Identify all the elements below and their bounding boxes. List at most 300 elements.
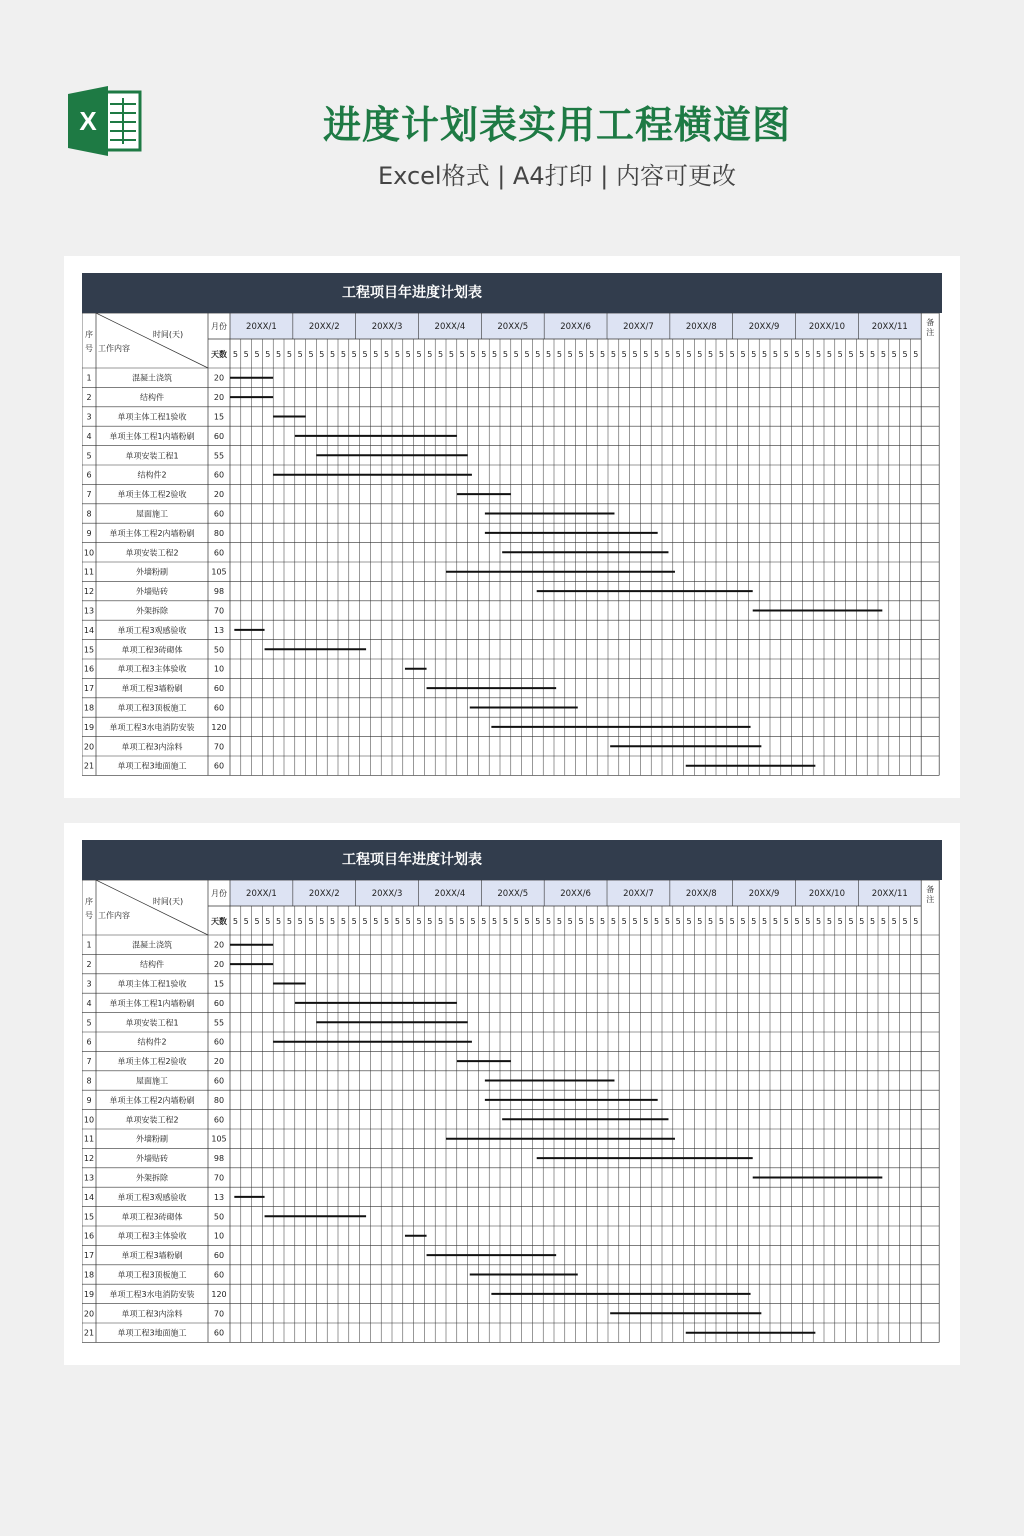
- task-name: 单项工程3主体验收: [117, 1231, 187, 1241]
- task-name: 单项主体工程2内墙粉刷: [109, 1095, 195, 1105]
- day-unit-label: 5: [686, 917, 692, 926]
- task-name: 单项工程3水电消防安装: [109, 722, 195, 732]
- task-days: 105: [211, 567, 227, 577]
- task-seq: 8: [86, 1076, 92, 1086]
- day-unit-label: 5: [438, 350, 444, 359]
- month-label: 20XX/10: [808, 322, 846, 332]
- day-unit-label: 5: [265, 917, 271, 926]
- day-unit-label: 5: [848, 350, 854, 359]
- task-seq: 9: [86, 528, 92, 538]
- task-seq: 10: [83, 548, 95, 558]
- day-unit-label: 5: [308, 917, 314, 926]
- day-unit-label: 5: [805, 917, 811, 926]
- task-seq: 20: [83, 1309, 95, 1319]
- sheet-title: 工程项目年进度计划表: [82, 840, 942, 880]
- task-seq: 3: [86, 979, 92, 989]
- task-seq: 13: [83, 606, 95, 616]
- day-unit-label: 5: [297, 917, 303, 926]
- day-unit-label: 5: [578, 917, 584, 926]
- day-unit-label: 5: [880, 917, 886, 926]
- day-unit-label: 5: [783, 350, 789, 359]
- task-days: 15: [213, 412, 225, 422]
- day-unit-label: 5: [254, 917, 260, 926]
- day-unit-label: 5: [362, 917, 368, 926]
- task-seq: 21: [83, 1328, 95, 1338]
- month-label: 20XX/8: [685, 889, 717, 899]
- task-days: 60: [213, 998, 225, 1008]
- note-header-2: 注: [926, 895, 935, 904]
- task-name: 结构件: [140, 393, 164, 403]
- task-days: 60: [213, 761, 225, 771]
- day-unit-label: 5: [783, 917, 789, 926]
- task-seq: 14: [83, 1192, 95, 1202]
- day-unit-label: 5: [394, 917, 400, 926]
- month-label: 20XX/9: [748, 889, 780, 899]
- day-unit-label: 5: [351, 917, 357, 926]
- task-name: 混凝土浇筑: [132, 373, 172, 383]
- month-label: 20XX/5: [497, 322, 529, 332]
- day-unit-label: 5: [535, 917, 541, 926]
- task-name: 外墙贴砖: [136, 1154, 168, 1164]
- gantt-grid: [82, 880, 942, 1347]
- day-unit-label: 5: [265, 350, 271, 359]
- task-name: 单项工程3观感验收: [117, 625, 187, 635]
- day-unit-label: 5: [902, 917, 908, 926]
- task-seq: 4: [86, 431, 92, 441]
- day-unit-label: 5: [556, 917, 562, 926]
- day-unit-label: 5: [697, 917, 703, 926]
- day-unit-label: 5: [567, 350, 573, 359]
- day-unit-label: 5: [448, 350, 454, 359]
- task-days: 60: [213, 1270, 225, 1280]
- seq-header-2: 号: [85, 911, 93, 920]
- day-unit-label: 5: [459, 917, 465, 926]
- gantt-grid: [82, 313, 942, 780]
- task-name: 外架拆除: [136, 606, 168, 616]
- day-unit-label: 5: [600, 350, 606, 359]
- task-days: 55: [213, 1018, 225, 1028]
- day-unit-label: 5: [524, 917, 530, 926]
- task-name: 外墙粉刷: [136, 1134, 168, 1144]
- day-unit-label: 5: [816, 350, 822, 359]
- task-seq: 12: [83, 587, 95, 597]
- day-unit-label: 5: [610, 350, 616, 359]
- task-name: 结构件2: [137, 470, 167, 480]
- task-name: 单项安装工程2: [125, 548, 179, 558]
- task-seq: 20: [83, 742, 95, 752]
- day-unit-label: 5: [330, 917, 336, 926]
- day-unit-label: 5: [384, 917, 390, 926]
- day-unit-label: 5: [308, 350, 314, 359]
- month-label: 20XX/3: [371, 889, 403, 899]
- day-unit-label: 5: [632, 350, 638, 359]
- day-unit-label: 5: [297, 350, 303, 359]
- day-unit-label: 5: [891, 917, 897, 926]
- excel-logo-letter: X: [79, 106, 97, 136]
- task-seq: 2: [86, 960, 92, 970]
- task-name: 单项安装工程1: [125, 451, 179, 461]
- task-days: 60: [213, 1037, 225, 1047]
- task-name: 结构件2: [137, 1037, 167, 1047]
- day-unit-label: 5: [675, 350, 681, 359]
- day-unit-label: 5: [848, 917, 854, 926]
- day-unit-label: 5: [610, 917, 616, 926]
- task-name: 单项工程3主体验收: [117, 664, 187, 674]
- day-unit-label: 5: [654, 917, 660, 926]
- task-name: 单项主体工程2验收: [117, 1057, 187, 1067]
- day-unit-label: 5: [708, 917, 714, 926]
- task-seq: 1: [86, 373, 92, 383]
- task-days: 13: [213, 1192, 225, 1202]
- task-seq: 2: [86, 393, 92, 403]
- day-unit-label: 5: [794, 350, 800, 359]
- day-unit-label: 5: [524, 350, 530, 359]
- days-column-label: 天数: [211, 917, 227, 926]
- task-name: 单项主体工程2验收: [117, 490, 187, 500]
- task-name: 外架拆除: [136, 1173, 168, 1183]
- task-days: 10: [213, 1231, 225, 1241]
- day-unit-label: 5: [826, 350, 832, 359]
- task-days: 70: [213, 606, 225, 616]
- page-title: 进度计划表实用工程横道图: [322, 103, 791, 147]
- task-seq: 8: [86, 509, 92, 519]
- day-unit-label: 5: [891, 350, 897, 359]
- day-unit-label: 5: [621, 350, 627, 359]
- task-seq: 19: [83, 1289, 95, 1299]
- task-days: 98: [213, 1154, 225, 1164]
- task-days: 60: [213, 684, 225, 694]
- day-unit-label: 5: [567, 917, 573, 926]
- task-seq: 5: [86, 451, 92, 461]
- task-name: 屋面施工: [136, 1076, 168, 1086]
- note-header-1: 备: [926, 318, 935, 327]
- day-unit-label: 5: [697, 350, 703, 359]
- month-column-label: 月份: [211, 889, 227, 898]
- task-days: 60: [213, 548, 225, 558]
- day-unit-label: 5: [751, 350, 757, 359]
- day-unit-label: 5: [816, 917, 822, 926]
- day-unit-label: 5: [319, 917, 325, 926]
- day-unit-label: 5: [880, 350, 886, 359]
- task-days: 10: [213, 664, 225, 674]
- task-seq: 4: [86, 998, 92, 1008]
- day-unit-label: 5: [578, 350, 584, 359]
- task-seq: 15: [83, 645, 95, 655]
- day-unit-label: 5: [502, 350, 508, 359]
- day-unit-label: 5: [718, 350, 724, 359]
- day-unit-label: 5: [276, 917, 282, 926]
- task-seq: 7: [86, 490, 92, 500]
- task-name: 混凝土浇筑: [132, 940, 172, 950]
- task-days: 60: [213, 1251, 225, 1261]
- day-unit-label: 5: [492, 350, 498, 359]
- day-unit-label: 5: [254, 350, 260, 359]
- gantt-sheet: [82, 840, 942, 1347]
- task-seq: 16: [83, 664, 95, 674]
- month-label: 20XX/11: [871, 322, 908, 332]
- task-days: 20: [213, 940, 225, 950]
- day-unit-label: 5: [405, 917, 411, 926]
- preview-card-1: [64, 256, 960, 798]
- task-seq: 6: [86, 470, 92, 480]
- day-unit-label: 5: [621, 917, 627, 926]
- task-days: 20: [213, 393, 225, 403]
- day-unit-label: 5: [243, 350, 249, 359]
- day-unit-label: 5: [481, 350, 487, 359]
- task-name: 单项工程3顶板施工: [117, 1270, 187, 1280]
- day-unit-label: 5: [340, 350, 346, 359]
- task-days: 60: [213, 431, 225, 441]
- day-unit-label: 5: [664, 917, 670, 926]
- day-unit-label: 5: [330, 350, 336, 359]
- day-unit-label: 5: [794, 917, 800, 926]
- task-seq: 18: [83, 1270, 95, 1280]
- task-days: 50: [213, 1212, 225, 1222]
- day-unit-label: 5: [718, 917, 724, 926]
- day-unit-label: 5: [546, 350, 552, 359]
- task-days: 60: [213, 470, 225, 480]
- day-unit-label: 5: [513, 917, 519, 926]
- task-seq: 14: [83, 625, 95, 635]
- task-seq: 16: [83, 1231, 95, 1241]
- task-seq: 9: [86, 1095, 92, 1105]
- month-label: 20XX/6: [560, 889, 591, 899]
- day-unit-label: 5: [589, 917, 595, 926]
- day-unit-label: 5: [772, 350, 778, 359]
- month-label: 20XX/7: [623, 322, 654, 332]
- day-unit-label: 5: [729, 917, 735, 926]
- day-unit-label: 5: [870, 917, 876, 926]
- task-days: 120: [211, 1289, 227, 1299]
- task-seq: 17: [83, 684, 95, 694]
- task-seq: 13: [83, 1173, 95, 1183]
- task-name: 单项主体工程2内墙粉刷: [109, 528, 195, 538]
- task-name: 外墙贴砖: [136, 587, 168, 597]
- day-unit-label: 5: [740, 917, 746, 926]
- day-unit-label: 5: [351, 350, 357, 359]
- day-unit-label: 5: [448, 917, 454, 926]
- task-name: 屋面施工: [136, 509, 168, 519]
- task-days: 70: [213, 742, 225, 752]
- day-unit-label: 5: [643, 350, 649, 359]
- day-unit-label: 5: [772, 917, 778, 926]
- day-unit-label: 5: [232, 350, 238, 359]
- task-days: 13: [213, 625, 225, 635]
- task-days: 105: [211, 1134, 227, 1144]
- month-label: 20XX/5: [497, 889, 529, 899]
- task-seq: 17: [83, 1251, 95, 1261]
- task-name: 单项工程3水电消防安装: [109, 1289, 195, 1299]
- day-unit-label: 5: [438, 917, 444, 926]
- task-name: 单项工程3墙粉刷: [121, 684, 183, 694]
- corner-time-label: 时间(天): [152, 897, 184, 906]
- task-name: 外墙粉刷: [136, 567, 168, 577]
- day-unit-label: 5: [654, 350, 660, 359]
- day-unit-label: 5: [373, 917, 379, 926]
- day-unit-label: 5: [286, 917, 292, 926]
- month-label: 20XX/3: [371, 322, 403, 332]
- month-label: 20XX/6: [560, 322, 591, 332]
- task-name: 单项工程3观感验收: [117, 1192, 187, 1202]
- task-name: 单项主体工程1验收: [117, 412, 187, 422]
- day-unit-label: 5: [762, 350, 768, 359]
- day-unit-label: 5: [740, 350, 746, 359]
- month-label: 20XX/10: [808, 889, 846, 899]
- task-days: 70: [213, 1309, 225, 1319]
- month-label: 20XX/4: [434, 889, 466, 899]
- task-days: 55: [213, 451, 225, 461]
- day-unit-label: 5: [859, 917, 865, 926]
- seq-header-2: 号: [85, 344, 93, 353]
- task-name: 单项主体工程1内墙粉刷: [109, 431, 195, 441]
- day-unit-label: 5: [751, 917, 757, 926]
- day-unit-label: 5: [319, 350, 325, 359]
- day-unit-label: 5: [805, 350, 811, 359]
- day-unit-label: 5: [556, 350, 562, 359]
- task-seq: 6: [86, 1037, 92, 1047]
- day-unit-label: 5: [340, 917, 346, 926]
- task-seq: 18: [83, 703, 95, 713]
- day-unit-label: 5: [492, 917, 498, 926]
- task-seq: 10: [83, 1115, 95, 1125]
- task-name: 单项主体工程1内墙粉刷: [109, 998, 195, 1008]
- corner-diagonal: [96, 313, 208, 368]
- corner-time-label: 时间(天): [152, 330, 184, 339]
- day-unit-label: 5: [870, 350, 876, 359]
- task-days: 15: [213, 979, 225, 989]
- task-days: 20: [213, 490, 225, 500]
- month-label: 20XX/2: [308, 322, 340, 332]
- day-unit-label: 5: [427, 917, 433, 926]
- task-days: 70: [213, 1173, 225, 1183]
- page-subtitle: Excel格式 | A4打印 | 内容可更改: [378, 162, 736, 190]
- day-unit-label: 5: [416, 350, 422, 359]
- task-days: 50: [213, 645, 225, 655]
- task-days: 20: [213, 373, 225, 383]
- day-unit-label: 5: [384, 350, 390, 359]
- day-unit-label: 5: [686, 350, 692, 359]
- day-unit-label: 5: [394, 350, 400, 359]
- month-label: 20XX/9: [748, 322, 780, 332]
- seq-header-1: 序: [85, 330, 93, 339]
- day-unit-label: 5: [373, 350, 379, 359]
- month-column-label: 月份: [211, 322, 227, 331]
- day-unit-label: 5: [837, 917, 843, 926]
- month-label: 20XX/7: [623, 889, 654, 899]
- task-days: 20: [213, 1057, 225, 1067]
- day-unit-label: 5: [243, 917, 249, 926]
- seq-header-1: 序: [85, 897, 93, 906]
- day-unit-label: 5: [913, 917, 919, 926]
- task-seq: 15: [83, 1212, 95, 1222]
- task-days: 120: [211, 722, 227, 732]
- task-name: 单项工程3墙粉刷: [121, 1251, 183, 1261]
- task-days: 60: [213, 1328, 225, 1338]
- task-days: 80: [213, 528, 225, 538]
- task-name: 单项工程3顶板施工: [117, 703, 187, 713]
- day-unit-label: 5: [513, 350, 519, 359]
- task-name: 结构件: [140, 960, 164, 970]
- day-unit-label: 5: [535, 350, 541, 359]
- task-name: 单项安装工程1: [125, 1018, 179, 1028]
- day-unit-label: 5: [232, 917, 238, 926]
- note-header-2: 注: [926, 328, 935, 337]
- month-label: 20XX/1: [246, 889, 277, 899]
- task-days: 60: [213, 509, 225, 519]
- day-unit-label: 5: [286, 350, 292, 359]
- task-seq: 11: [83, 567, 95, 577]
- task-name: 单项工程3内涂料: [121, 1309, 183, 1319]
- month-label: 20XX/1: [246, 322, 277, 332]
- month-label: 20XX/11: [871, 889, 908, 899]
- day-unit-label: 5: [470, 350, 476, 359]
- day-unit-label: 5: [416, 917, 422, 926]
- day-unit-label: 5: [502, 917, 508, 926]
- day-unit-label: 5: [826, 917, 832, 926]
- sheet-title: 工程项目年进度计划表: [82, 273, 942, 313]
- task-days: 60: [213, 1076, 225, 1086]
- day-unit-label: 5: [470, 917, 476, 926]
- task-seq: 19: [83, 722, 95, 732]
- day-unit-label: 5: [708, 350, 714, 359]
- day-unit-label: 5: [632, 917, 638, 926]
- corner-work-label: 工作内容: [98, 911, 130, 920]
- task-name: 单项工程3砖砌体: [121, 645, 183, 655]
- month-label: 20XX/8: [685, 322, 717, 332]
- day-unit-label: 5: [589, 350, 595, 359]
- task-seq: 7: [86, 1057, 92, 1067]
- task-name: 单项主体工程1验收: [117, 979, 187, 989]
- day-unit-label: 5: [729, 350, 735, 359]
- day-unit-label: 5: [643, 917, 649, 926]
- task-name: 单项工程3地面施工: [117, 761, 187, 771]
- task-name: 单项工程3内涂料: [121, 742, 183, 752]
- day-unit-label: 5: [459, 350, 465, 359]
- task-seq: 5: [86, 1018, 92, 1028]
- day-unit-label: 5: [405, 350, 411, 359]
- task-name: 单项工程3砖砌体: [121, 1212, 183, 1222]
- month-label: 20XX/4: [434, 322, 466, 332]
- task-days: 60: [213, 1115, 225, 1125]
- day-unit-label: 5: [913, 350, 919, 359]
- day-unit-label: 5: [546, 917, 552, 926]
- corner-diagonal: [96, 880, 208, 935]
- task-days: 60: [213, 703, 225, 713]
- preview-card-2: [64, 823, 960, 1365]
- note-header-1: 备: [926, 885, 935, 894]
- day-unit-label: 5: [481, 917, 487, 926]
- task-seq: 21: [83, 761, 95, 771]
- day-unit-label: 5: [762, 917, 768, 926]
- day-unit-label: 5: [675, 917, 681, 926]
- task-days: 80: [213, 1095, 225, 1105]
- task-days: 98: [213, 587, 225, 597]
- day-unit-label: 5: [427, 350, 433, 359]
- day-unit-label: 5: [902, 350, 908, 359]
- task-seq: 11: [83, 1134, 95, 1144]
- task-seq: 3: [86, 412, 92, 422]
- gantt-sheet: [82, 273, 942, 780]
- days-column-label: 天数: [211, 350, 227, 359]
- task-name: 单项安装工程2: [125, 1115, 179, 1125]
- day-unit-label: 5: [859, 350, 865, 359]
- month-label: 20XX/2: [308, 889, 340, 899]
- day-unit-label: 5: [362, 350, 368, 359]
- corner-work-label: 工作内容: [98, 344, 130, 353]
- day-unit-label: 5: [276, 350, 282, 359]
- day-unit-label: 5: [600, 917, 606, 926]
- task-seq: 12: [83, 1154, 95, 1164]
